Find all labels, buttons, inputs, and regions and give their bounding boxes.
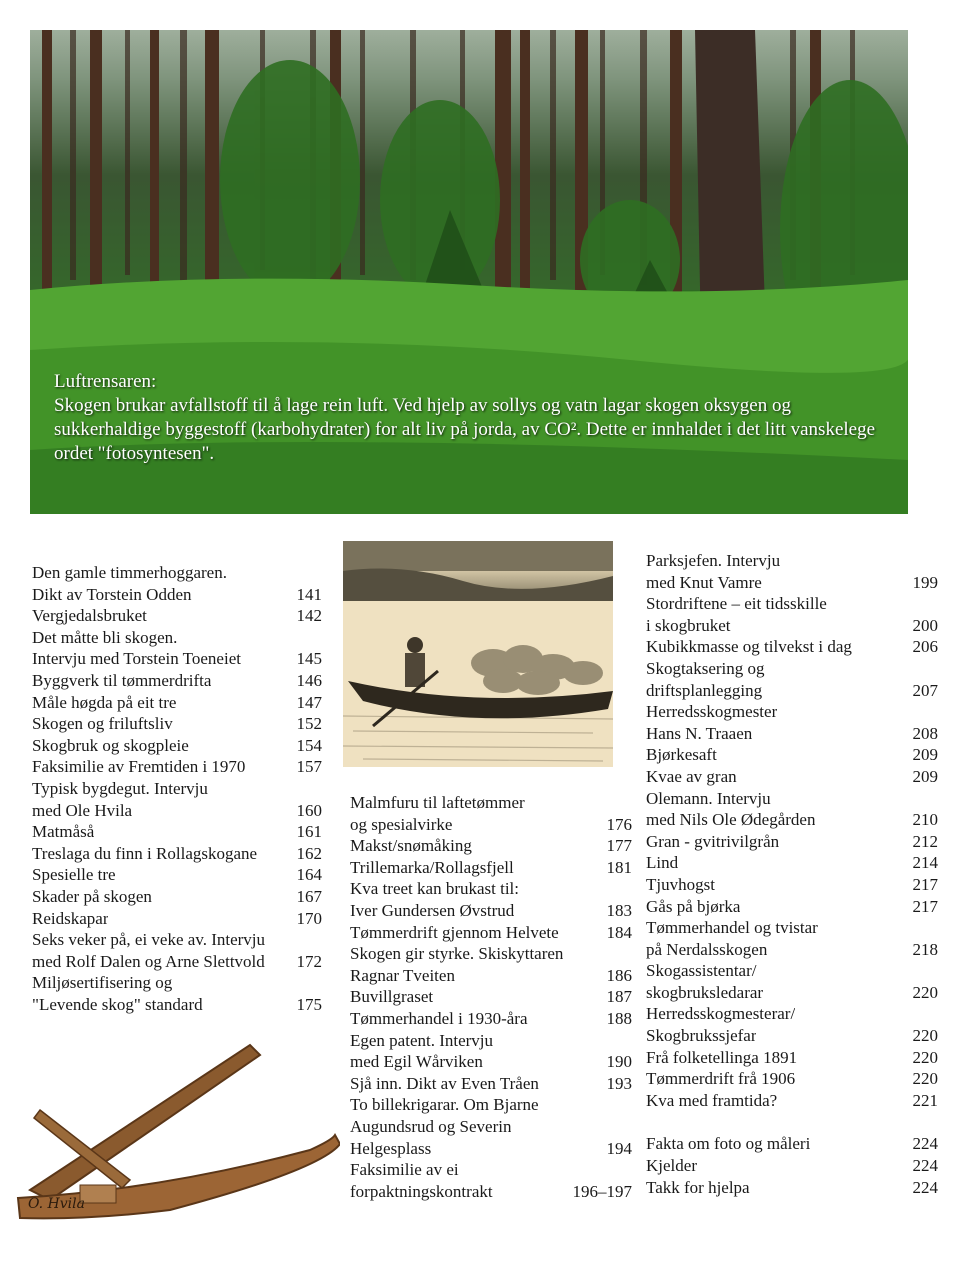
toc-entry: skogbruksledarar 220 [646,982,938,1002]
toc-entry: Skader på skogen 167 [32,886,322,906]
toc-entry: på Nerdalsskogen 218 [646,939,938,959]
toc-entry: med Egil Wårviken 190 [350,1052,632,1072]
toc-entry: Kjelder 224 [646,1156,938,1176]
toc-entry: Makst/snømåking 177 [350,836,632,856]
toc-entry: Ragnar Tveiten 186 [350,965,632,985]
toc-entry: driftsplanlegging 207 [646,680,938,700]
toc-entry: Gås på bjørka 217 [646,896,938,916]
toc-entry: Intervju med Torstein Toeneiet 145 [32,649,322,669]
toc-entry: Treslaga du finn i Rollagskogane 162 [32,843,322,863]
toc-column-3 [646,550,938,1198]
toc-gap [646,1111,938,1133]
toc-entry: Dikt av Torstein Odden 141 [32,584,322,604]
toc-entry: i skogbruket 200 [646,615,938,635]
toc-entry: forpaktningskontrakt 196–197 [350,1181,632,1201]
toc-entry: Tømmerhandel og tvistar [646,918,818,938]
caption-title: Luftrensaren: [54,371,157,392]
toc-entry: Egen patent. Intervju [350,1030,494,1050]
toc-entry: Augundsrud og Severin [350,1116,512,1136]
toc-entry: Faksimilie av ei [350,1160,459,1180]
toc-entry: Kva med framtida? 221 [646,1090,938,1110]
toc-entry: Trillemarka/Rollagsfjell 181 [350,857,632,877]
toc-entry: Skogbrukssjefar 220 [646,1026,938,1046]
toc-entry: med Knut Vamre 199 [646,572,938,592]
toc-entry: med Ole Hvila 160 [32,800,322,820]
wooden-calipers-image [10,1040,340,1240]
toc-entry: Olemann. Intervju [646,788,771,808]
calipers-inscription: O. Hvila [28,1196,85,1212]
toc-entry: Miljøsertifisering og [32,973,173,993]
forest-photo [30,30,908,514]
toc-entry: Stordriftene – eit tidsskille [646,594,827,614]
toc-entry: Parksjefen. Intervju [646,551,781,570]
toc-entry: Seks veker på, ei veke av. Intervju [32,930,266,950]
toc-entry: Tømmerdrift frå 1906 220 [646,1069,938,1089]
toc-entry: Kubikkmasse og tilvekst i dag 206 [646,637,938,657]
toc-entry: Buvillgraset 187 [350,987,632,1007]
toc-column-2 [350,792,632,1202]
toc-entry: Måle høgda på eit tre 147 [32,692,322,712]
photo-caption [54,370,894,466]
toc-entry: med Rolf Dalen og Arne Slettvold 172 [32,951,322,971]
toc-entry: Spesielle tre 164 [32,865,322,885]
toc-entry: Skogbruk og skogpleie 154 [32,735,322,755]
toc-column-1 [32,562,322,1015]
toc-entry: "Levende skog" standard 175 [32,994,322,1014]
toc-entry: Takk for hjelpa 224 [646,1177,938,1197]
boat-illustration [343,541,613,767]
toc-entry: Gran - gvitrivilgrån 212 [646,831,938,851]
toc-entry: Herredsskogmesterar/ [646,1004,796,1024]
toc-entry: Hans N. Traaen 208 [646,723,938,743]
caption-text: Skogen brukar avfallstoff til å lage rein luft. Ved hjelp av sollys og vatn lagar skogen oksygen og sukkerhaldige byggestoff (karbohydrater) for alt liv på jorda, av CO². Dette er innhaldet i det litt vanskelege ordet "fotosyntesen". [54,395,876,464]
toc-entry: Frå folketellinga 1891 220 [646,1047,938,1067]
toc-entry: Herredsskogmester [646,702,778,722]
toc-entry: Kva treet kan brukast til: [350,879,520,899]
toc-entry: Helgesplass 194 [350,1138,632,1158]
toc-entry: Skogen gir styrke. Skiskyttaren [350,944,564,964]
toc-entry: Tømmerhandel i 1930-åra 188 [350,1008,632,1028]
toc-entry: Den gamle timmerhoggaren. [32,563,227,582]
toc-entry: Bjørkesaft 209 [646,745,938,765]
toc-entry: Kvae av gran 209 [646,766,938,786]
toc-entry: Matmåså 161 [32,822,322,842]
toc-entry: Malmfuru til laftetømmer [350,793,525,812]
calipers-illustration [10,1040,340,1240]
toc-entry: Faksimilie av Fremtiden i 1970 157 [32,757,322,777]
toc-entry: Skogassistentar/ [646,961,757,981]
toc-entry: Lind 214 [646,853,938,873]
toc-entry: Tømmerdrift gjennom Helvete 184 [350,922,632,942]
toc-entry: og spesialvirke 176 [350,814,632,834]
toc-entry: Fakta om foto og måleri 224 [646,1134,938,1154]
toc-entry: Byggverk til tømmerdrifta 146 [32,670,322,690]
toc-entry: Tjuvhogst 217 [646,874,938,894]
toc-entry: Skogtaksering og [646,658,765,678]
toc-entry: Det måtte bli skogen. [32,627,178,647]
toc-entry: Typisk bygdegut. Intervju [32,778,208,798]
toc-entry: Reidskapar 170 [32,908,322,928]
boat-photo [343,541,613,767]
toc-entry: Vergjedalsbruket 142 [32,606,322,626]
toc-entry: Iver Gundersen Øvstrud 183 [350,900,632,920]
toc-entry: Sjå inn. Dikt av Even Tråen 193 [350,1073,632,1093]
toc-entry: Skogen og friluftsliv 152 [32,714,322,734]
toc-entry: med Nils Ole Ødegården 210 [646,810,938,830]
toc-entry: To billekrigarar. Om Bjarne [350,1095,539,1115]
